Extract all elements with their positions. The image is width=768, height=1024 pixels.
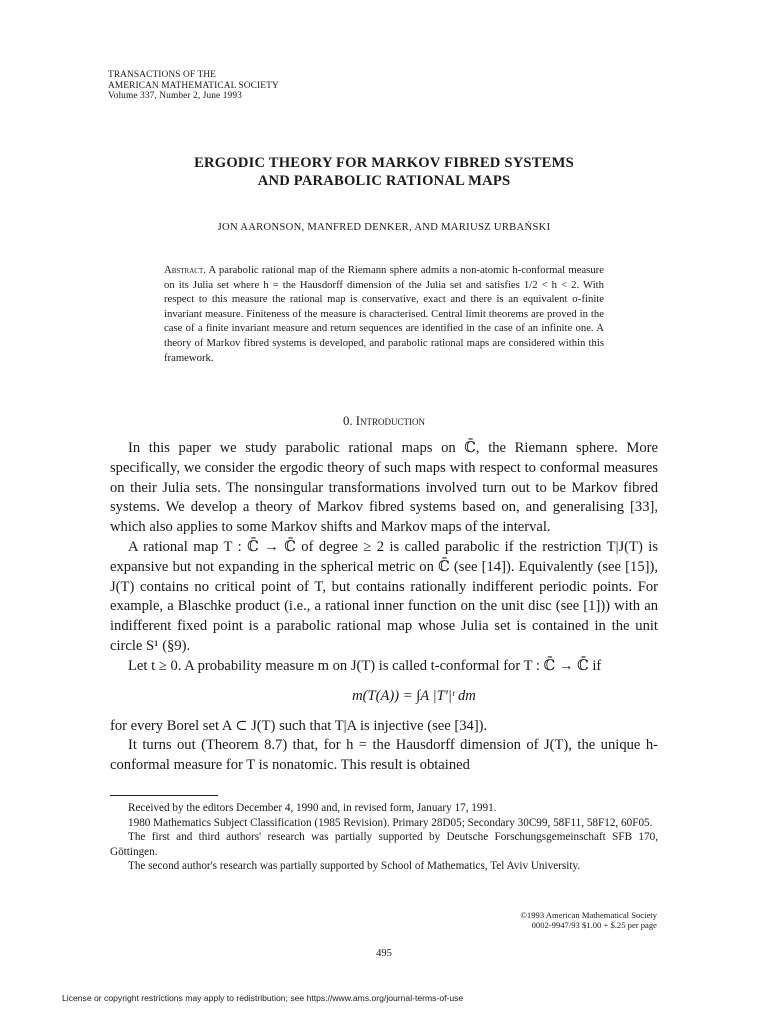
copyright-line2: 0002-9947/93 $1.00 + $.25 per page	[531, 920, 657, 930]
footnotes	[110, 801, 658, 874]
copyright-notice	[520, 910, 657, 930]
paper-title	[0, 154, 768, 190]
footnote-rule	[110, 795, 218, 796]
journal-header	[108, 70, 279, 102]
copyright-line1: ©1993 American Mathematical Society	[520, 910, 657, 920]
paragraph-3: Let t ≥ 0. A probability measure m on J(T) is called t-conformal for T : ℂ̄ → ℂ̄ if	[128, 657, 602, 674]
footnote-support-2: The second author's research was partially supported by School of Mathematics, Tel Aviv University.	[128, 860, 581, 873]
license-notice: License or copyright restrictions may apply to redistribution; see https://www.ams.org/journal-terms-of-use	[62, 993, 464, 1003]
journal-name-line1: TRANSACTIONS OF THE	[108, 70, 216, 80]
title-line1: ERGODIC THEORY FOR MARKOV FIBRED SYSTEMS	[194, 155, 574, 171]
section-name: Introduction	[355, 414, 426, 428]
paragraph-2: A rational map T : ℂ̄ → ℂ̄ of degree ≥ 2 is called parabolic if the restriction T|J(T) is expansive but not expanding in the spherical metric on ℂ̄ (see [14]). Equivalently (see [15]), J(T) contains no critical point of T, but contains rationally indifferent periodic points. For example, a Blaschke product (i.e., a rational inner function on the unit disc (see [1])) with an indifferent fixed point is a parabolic rational map whose Julia set is contained in the unit circle S¹ (§9).	[110, 538, 658, 654]
journal-name-line2: AMERICAN MATHEMATICAL SOCIETY	[108, 80, 279, 91]
footnote-msc: 1980 Mathematics Subject Classification (1985 Revision). Primary 28D05; Secondary 30C99, 58F11, 58F12, 60F05.	[128, 816, 653, 829]
section-number: 0.	[342, 414, 353, 428]
page-number: 495	[376, 948, 392, 959]
abstract-text: A parabolic rational map of the Riemann sphere admits a non-atomic h-conformal measure on its Julia set where h = the Hausdorff dimension of the Julia set and satisfies 1/2 < h < 2. With respect to this measure the rational map is conservative, exact and there is an equivalent σ-finite invariant measure. Finiteness of the measure is characterised. Central limit theorems are proved in the case of a finite invariant measure and return sequences are identified in the case of an infinite one. A theory of Markov fibred systems is developed, and parabolic rational maps are considered within this framework.	[164, 264, 604, 364]
equation-text: m(T(A)) = ∫A |T′|ᵗ dm	[352, 687, 476, 704]
body-text	[110, 439, 658, 776]
footnote-support-1: The first and third authors' research was partially supported by Deutsche Forschungsgemeinschaft SFB 170, Göttingen.	[110, 831, 658, 858]
conformal-equation	[110, 677, 658, 717]
title-line2: AND PARABOLIC RATIONAL MAPS	[257, 173, 511, 189]
authors: JON AARONSON, MANFRED DENKER, AND MARIUSZ URBAŃSKI	[217, 222, 551, 233]
abstract	[164, 263, 604, 365]
paragraph-1: In this paper we study parabolic rational maps on ℂ̄, the Riemann sphere. More specifically, we consider the ergodic theory of such maps with respect to conformal measures on their Julia sets. The nonsingular transformations involved turn out to be Markov fibred systems. We develop a theory of Markov fibred systems based on, and generalising [33], which also applies to some Markov shifts and Markov maps of the interval.	[110, 440, 658, 536]
abstract-label: Abstract.	[164, 264, 206, 276]
footnote-received: Received by the editors December 4, 1990 and, in revised form, January 17, 1991.	[128, 802, 497, 814]
journal-volume: Volume 337, Number 2, June 1993	[108, 91, 242, 101]
paragraph-5: It turns out (Theorem 8.7) that, for h = the Hausdorff dimension of J(T), the unique h-conformal measure for T is nonatomic. This result is obtained	[110, 737, 658, 774]
section-heading	[0, 414, 768, 429]
paragraph-4: for every Borel set A ⊂ J(T) such that T|A is injective (see [34]).	[110, 717, 488, 734]
